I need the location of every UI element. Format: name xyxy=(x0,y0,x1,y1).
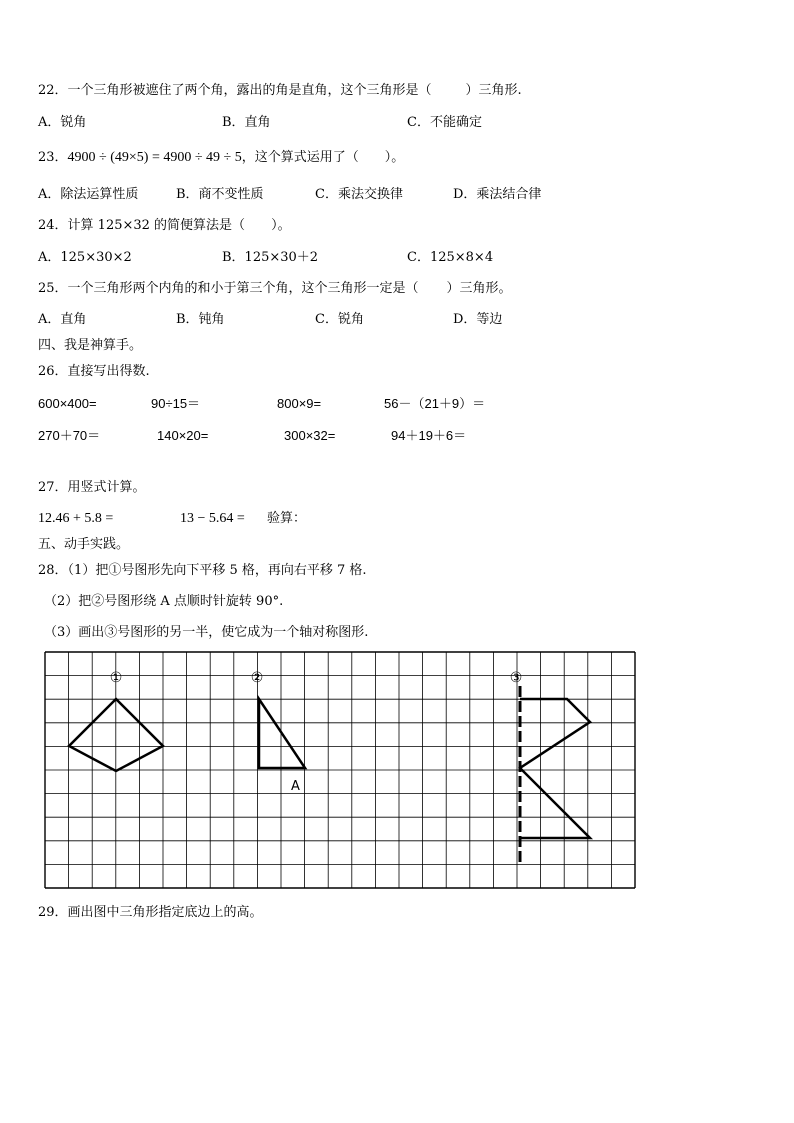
q23-formula: 4900 ÷ (49×5) = 4900 ÷ 49 ÷ 5 xyxy=(67,150,242,165)
q23-option-d[interactable]: D．乘法结合律 xyxy=(453,187,542,202)
q25-stem-after: ）三角形。 xyxy=(446,281,512,296)
q26-item: 56－（21＋9）＝ xyxy=(384,396,486,411)
figure-1-label: ① xyxy=(109,670,123,686)
q29-stem: 29．画出图中三角形指定底边上的高。 xyxy=(38,905,263,920)
q28-part2: （2）把②号图形绕 A 点顺时针旋转 90°. xyxy=(44,594,284,609)
q23-option-b[interactable]: B．商不变性质 xyxy=(176,187,264,202)
q22-option-a[interactable]: A．锐角 xyxy=(38,115,87,130)
point-a-label: A xyxy=(291,779,300,794)
q24-option-c[interactable]: C．125×8×4 xyxy=(407,250,494,265)
q26-item: 140×20= xyxy=(157,428,209,443)
q24-stem xyxy=(38,218,291,234)
figure-2-label: ② xyxy=(250,670,264,686)
q22-stem-before: 22．一个三角形被遮住了两个角，露出的角是直角，这个三角形是（ xyxy=(38,83,432,98)
q26-item: 300×32= xyxy=(284,428,336,443)
q24-stem-before: 24．计算 125×32 的简便算法是（ xyxy=(38,218,246,233)
q23-stem-end: ）。 xyxy=(384,150,405,165)
q26-item: 90÷15＝ xyxy=(151,396,201,411)
q25-option-a[interactable]: A．直角 xyxy=(38,312,87,327)
q23-option-a[interactable]: A．除法运算性质 xyxy=(38,187,139,202)
q27-item: 12.46 + 5.8 = xyxy=(38,511,114,526)
q23-number: 23． xyxy=(38,150,68,165)
q28-part3: （3）画出③号图形的另一半，使它成为一个轴对称图形. xyxy=(44,625,369,640)
q25-stem xyxy=(38,281,512,297)
q23-stem-after: ，这个算式运用了（ xyxy=(241,150,359,165)
q22-option-b[interactable]: B．直角 xyxy=(222,115,271,130)
figure-3-label: ③ xyxy=(509,670,523,686)
section5-title: 五、动手实践。 xyxy=(38,537,130,552)
q24-stem-after: ）。 xyxy=(271,218,291,233)
q26-item: 94＋19＋6＝ xyxy=(391,428,467,443)
q22-stem-after: ）三角形. xyxy=(465,83,522,98)
grid-lines xyxy=(45,652,635,888)
q23-option-c[interactable]: C．乘法交换律 xyxy=(315,187,403,202)
q27-check-label: 验算： xyxy=(267,511,307,526)
q26-item: 800×9= xyxy=(277,396,322,411)
q28-part1: 28．（1）把①号图形先向下平移 5 格，再向右平移 7 格. xyxy=(38,563,367,578)
section4-title: 四、我是神算手。 xyxy=(38,338,143,353)
q25-option-b[interactable]: B．钝角 xyxy=(176,312,225,327)
q25-stem-before: 25．一个三角形两个内角的和小于第三个角，这个三角形一定是（ xyxy=(38,281,419,296)
q24-option-a[interactable]: A．125×30×2 xyxy=(38,250,132,265)
q22-stem xyxy=(38,83,522,99)
q24-option-b[interactable]: B．125×30＋2 xyxy=(222,250,319,265)
q26-stem: 26．直接写出得数. xyxy=(38,364,150,379)
q25-option-c[interactable]: C．锐角 xyxy=(315,312,364,327)
q26-item: 600×400= xyxy=(38,396,97,411)
q27-item: 13 − 5.64 = xyxy=(180,511,245,526)
q26-item: 270＋70＝ xyxy=(38,428,101,443)
q25-option-d[interactable]: D．等边 xyxy=(453,312,503,327)
q27-stem: 27．用竖式计算。 xyxy=(38,480,146,495)
q23-stem xyxy=(38,150,404,166)
q28-grid-figure[interactable] xyxy=(0,645,794,905)
figure-2-triangle xyxy=(259,699,305,768)
q22-option-c[interactable]: C．不能确定 xyxy=(407,115,482,130)
